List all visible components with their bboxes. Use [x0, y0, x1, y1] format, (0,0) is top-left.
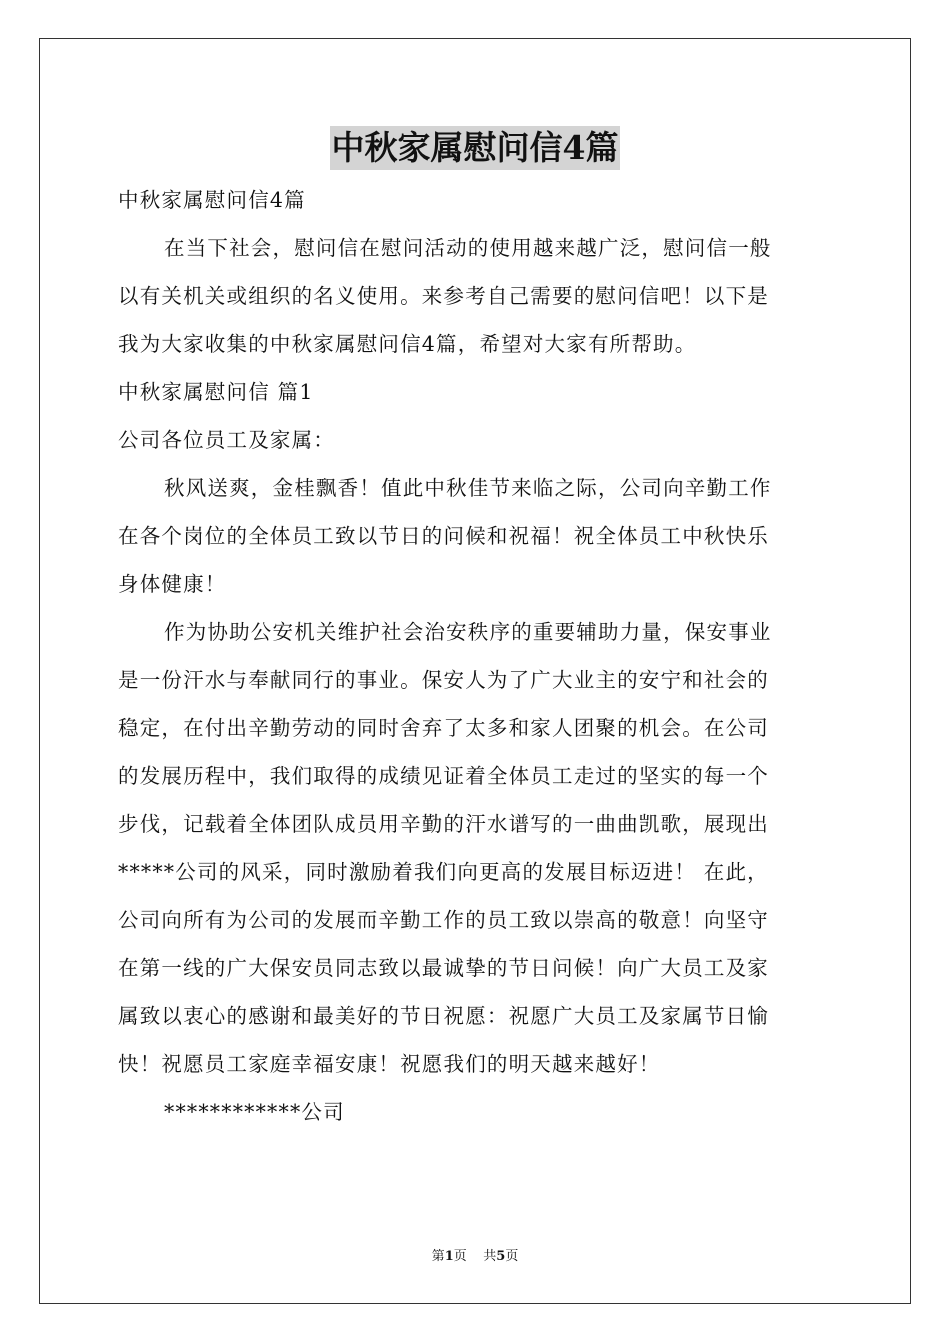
text-line: 在各个岗位的全体员工致以节日的问候和祝福！祝全体员工中秋快乐 — [118, 524, 769, 548]
text-line: 是一份汗水与奉献同行的事业。保安人为了广大业主的安宁和社会的 — [118, 668, 769, 692]
text-line: 的发展历程中，我们取得的成绩见证着全体员工走过的坚实的每一个 — [118, 764, 769, 788]
text-line: 公司向所有为公司的发展而辛勤工作的员工致以崇高的敬意！向坚守 — [118, 908, 769, 932]
footer-page-total: 5 — [496, 1249, 506, 1264]
text-line: *****公司的风采，同时激励着我们向更高的发展目标迈进！ 在此， — [118, 860, 769, 884]
document-title: 中秋家属慰问信4篇 — [330, 126, 621, 170]
text-line: ************公司 — [164, 1100, 345, 1124]
title-container — [0, 126, 950, 170]
text-line: 属致以衷心的感谢和最美好的节日祝愿：祝愿广大员工及家属节日愉 — [118, 1004, 769, 1028]
page-footer — [0, 1248, 950, 1266]
text-line: 在第一线的广大保安员同志致以最诚挚的节日问候！向广大员工及家 — [118, 956, 769, 980]
footer-page-mid: 页 共 — [453, 1249, 497, 1264]
text-line: 中秋家属慰问信4篇 — [118, 188, 306, 212]
footer-page-suffix: 页 — [505, 1249, 519, 1264]
text-line: 稳定，在付出辛勤劳动的同时舍弃了太多和家人团聚的机会。在公司 — [118, 716, 769, 740]
text-line: 在当下社会，慰问信在慰问活动的使用越来越广泛，慰问信一般 — [164, 236, 772, 260]
footer-page-prefix: 第 — [431, 1249, 445, 1264]
text-line: 以有关机关或组织的名义使用。来参考自己需要的慰问信吧！以下是 — [118, 284, 769, 308]
document-body — [118, 176, 834, 1136]
text-line: 我为大家收集的中秋家属慰问信4篇，希望对大家有所帮助。 — [118, 332, 697, 356]
footer-page-current: 1 — [444, 1249, 454, 1264]
text-line: 作为协助公安机关维护社会治安秩序的重要辅助力量，保安事业 — [164, 620, 772, 644]
text-line: 公司各位员工及家属： — [118, 428, 335, 452]
text-line: 秋风送爽，金桂飘香！值此中秋佳节来临之际，公司向辛勤工作 — [164, 476, 772, 500]
text-line: 身体健康！ — [118, 572, 227, 596]
text-line: 中秋家属慰问信 篇1 — [118, 380, 314, 404]
text-line: 步伐，记载着全体团队成员用辛勤的汗水谱写的一曲曲凯歌，展现出 — [118, 812, 769, 836]
text-line: 快！祝愿员工家庭幸福安康！祝愿我们的明天越来越好！ — [118, 1052, 661, 1076]
